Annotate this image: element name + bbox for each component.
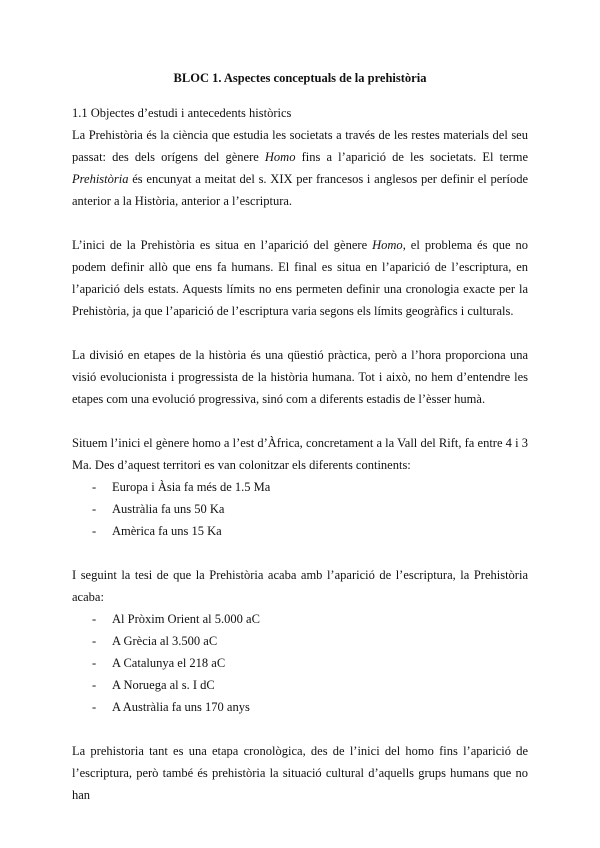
paragraph-1-homo-term: Homo bbox=[264, 150, 296, 164]
paragraph-3: La divisió en etapes de la història és una qüestió pràctica, però a l’hora proporciona una visió evolucionista i progressista de la història humana. Tot i això, no hem d’entendre les etapes com una evolució progressiva, sinó com a diferents estadis de l’èsser humà. bbox=[72, 348, 528, 406]
paragraph-1-prehistoria-term: Prehistòria bbox=[72, 172, 129, 186]
paragraph-4: Situem l’inici el gènere homo a l’est d’Àfrica, concretament a la Vall del Rift, fa entre 4 i 3 Ma. Des d’aquest territori es van colonitzar els diferents continents: bbox=[72, 436, 528, 472]
paragraph-1-text-e: és encunyat a meitat del s. XIX per francesos i anglesos per definir el període anterior a la Història, anterior a l’escriptura. bbox=[72, 172, 528, 208]
list-item: - A Austràlia fa uns 170 anys bbox=[92, 696, 528, 718]
paragraph-2-text-c: , el problema és que no podem definir allò que ens fa humans. El final es situa en l’aparició de l’escriptura, en l’aparició dels estats. Aquests límits no ens permeten definir una cronologia exacte per la Prehistòria, ja que l’aparició de l’escriptura varia segons els límits geogràfics i culturals. bbox=[72, 238, 528, 318]
paragraph-2-text-a: L’inici de la Prehistòria es situa en l’aparició del gènere bbox=[72, 238, 373, 252]
list-item: - A Noruega al s. I dC bbox=[92, 674, 528, 696]
list-end-dates bbox=[72, 608, 528, 718]
document-title: BLOC 1. Aspectes conceptuals de la prehistòria bbox=[173, 71, 427, 85]
list-item: - A Catalunya el 218 aC bbox=[92, 652, 528, 674]
list-item: - Al Pròxim Orient al 5.000 aC bbox=[92, 608, 528, 630]
paragraph-6: La prehistoria tant es una etapa cronològica, des de l’inici del homo fins l’aparició de l’escriptura, però també és prehistòria la situació cultural d’aquells grups humans que no han bbox=[72, 744, 528, 802]
list-item: - Europa i Àsia fa més de 1.5 Ma bbox=[92, 476, 528, 498]
paragraph-2 bbox=[72, 234, 528, 322]
section-heading: 1.1 Objectes d’estudi i antecedents històrics bbox=[72, 106, 292, 120]
paragraph-5: I seguint la tesi de que la Prehistòria acaba amb l’aparició de l’escriptura, la Prehistòria acaba: bbox=[72, 568, 528, 604]
paragraph-1-text-a: La Prehistòria és la ciència que estudia les societats a través de les restes materials del seu passat: des dels orígens del gènere bbox=[72, 128, 528, 164]
list-continents bbox=[72, 476, 528, 542]
list-item: - A Grècia al 3.500 aC bbox=[92, 630, 528, 652]
list-item: - Amèrica fa uns 15 Ka bbox=[92, 520, 528, 542]
paragraph-1 bbox=[72, 124, 528, 212]
paragraph-2-homo-term: Homo bbox=[372, 238, 403, 252]
paragraph-1-text-c: fins a l’aparició de les societats. El terme bbox=[295, 150, 528, 164]
document-body bbox=[72, 102, 528, 806]
list-item: - Austràlia fa uns 50 Ka bbox=[92, 498, 528, 520]
